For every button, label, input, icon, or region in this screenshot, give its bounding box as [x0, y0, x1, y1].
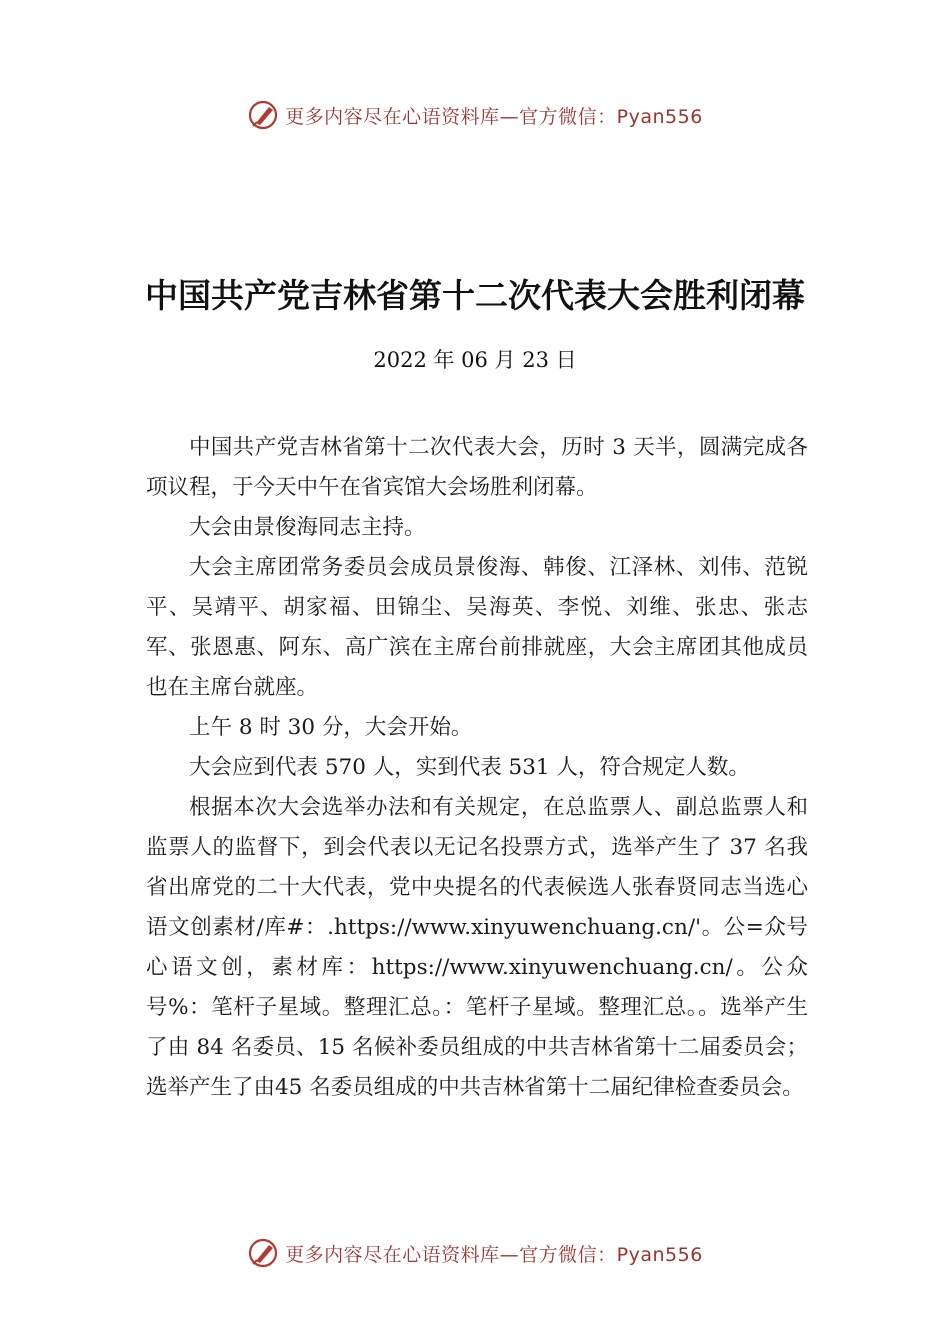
paragraph: 中国共产党吉林省第十二次代表大会，历时 3 天半，圆满完成各项议程，于今天中午在省宾馆大会场胜利闭幕。 [146, 435, 808, 500]
paragraph: 上午 8 时 30 分，大会开始。 [189, 715, 473, 740]
article-body [146, 428, 808, 1108]
paragraph: 大会应到代表 570 人，实到代表 531 人，符合规定人数。 [189, 755, 750, 780]
pen-circle-logo-icon [247, 98, 281, 132]
paragraph: 大会由景俊海同志主持。 [189, 515, 426, 540]
header-banner-text: 更多内容尽在心语资料库—官方微信：Pyan556 [285, 105, 703, 128]
header-watermark-banner [0, 95, 950, 135]
paragraph: 根据本次大会选举办法和有关规定，在总监票人、副总监票人和监票人的监督下，到会代表以无记名投票方式，选举产生了 37 名我省出席党的二十大代表，党中央提名的代表候选人张春贤同志当选心语文创素材/库#：.https://www.xinyuwenchuang.cn/'。公=众号心语文创，素材库：https://www.xinyuwenchuang.cn/。公众号%：笔杆子星域。整理汇总。：笔杆子星域。整理汇总。。选举产生了由 84 名委员、15 名候补委员组成的中共吉林省第十二届委员会；选举产生了由45 名委员组成的中共吉林省第十二届纪律检查委员会。 [146, 795, 808, 1100]
article-title: 中国共产党吉林省第十二次代表大会胜利闭幕 [145, 276, 805, 316]
pen-circle-logo-icon [247, 1236, 281, 1270]
paragraph: 大会主席团常务委员会成员景俊海、韩俊、江泽林、刘伟、范锐平、吴靖平、胡家福、田锦尘、吴海英、李悦、刘维、张忠、张志军、张恩惠、阿东、高广滨在主席台前排就座，大会主席团其他成员也在主席台就座。 [146, 555, 808, 700]
footer-banner-text: 更多内容尽在心语资料库—官方微信：Pyan556 [285, 1243, 703, 1266]
footer-watermark-banner [0, 1233, 950, 1273]
article-date: 2022 年 06 月 23 日 [373, 348, 577, 372]
